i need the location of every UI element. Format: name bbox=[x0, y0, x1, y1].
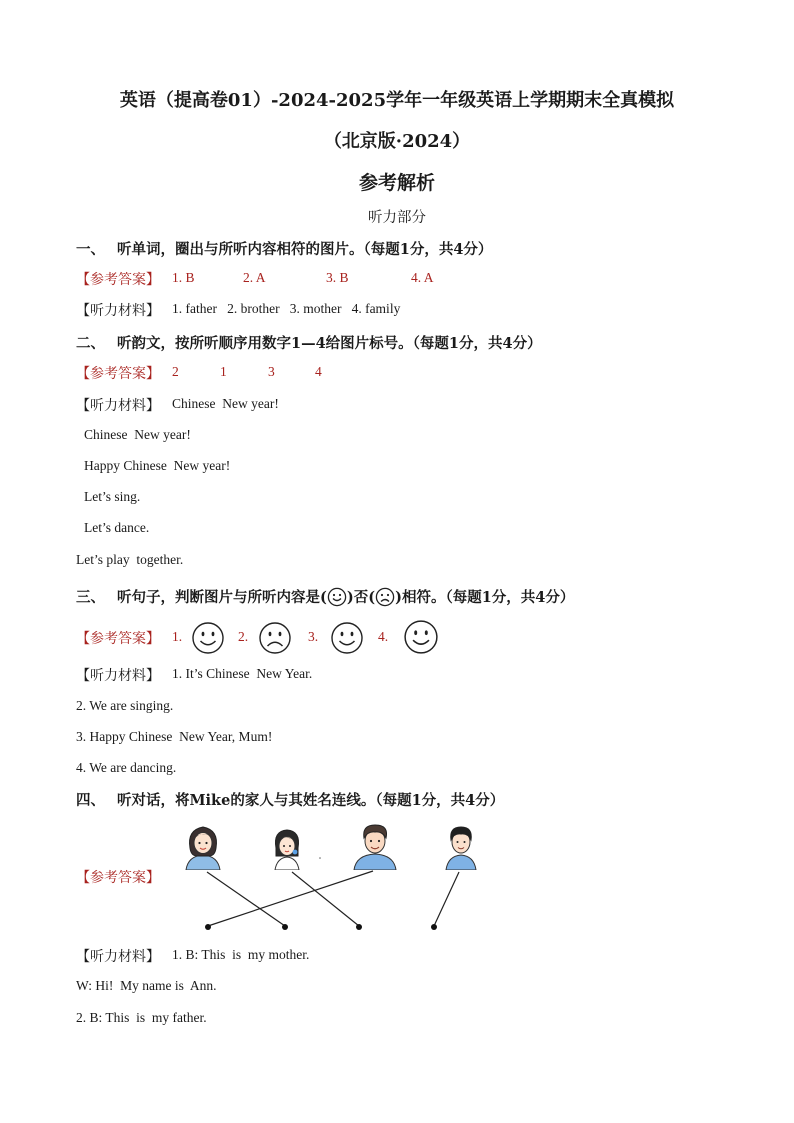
q1-instruction: 听单词，圈出与所听内容相符的图片。（每题1分，共4分） bbox=[117, 241, 493, 258]
q3-answer-num-4: 4. bbox=[378, 629, 389, 644]
match-dot bbox=[205, 924, 211, 930]
q2-answer-4: 4 bbox=[315, 364, 322, 379]
doc-subtitle: （北京版·2024） bbox=[323, 131, 471, 152]
q3-instruction-part-c: )相符。（每题1分，共4分） bbox=[395, 589, 575, 606]
q4-material-line: 2. B: This is my father. bbox=[76, 1010, 207, 1025]
q1-number: 一、 bbox=[76, 241, 105, 258]
q3-answer-num-1: 1. bbox=[172, 629, 183, 644]
q3-answer-tag: 【参考答案】 bbox=[76, 631, 160, 647]
q2-answer-2: 1 bbox=[220, 364, 227, 379]
q2-material-line: Let’s sing. bbox=[84, 489, 141, 504]
section-heading: 听力部分 bbox=[368, 210, 426, 226]
q4-material-line: W: Hi! My name is Ann. bbox=[76, 978, 217, 993]
q1-answer-4: 4. A bbox=[411, 270, 434, 285]
q3-answer-num-3: 3. bbox=[308, 629, 319, 644]
q2-material-line: Let’s dance. bbox=[84, 520, 150, 535]
q2-material-tag: 【听力材料】 bbox=[76, 398, 160, 414]
q2-material-line: Let’s play together. bbox=[76, 552, 184, 567]
q4-material-line: 1. B: This is my mother. bbox=[172, 947, 310, 962]
q2-number: 二、 bbox=[76, 335, 105, 352]
match-dot bbox=[356, 924, 362, 930]
q1-answer-1: 1. B bbox=[172, 270, 195, 285]
match-line bbox=[207, 872, 285, 926]
q1-material-tag: 【听力材料】 bbox=[76, 303, 160, 319]
q3-material-line: 1. It’s Chinese New Year. bbox=[172, 666, 313, 681]
q4-number: 四、 bbox=[76, 792, 105, 809]
match-dot bbox=[282, 924, 288, 930]
q2-material-line: Happy Chinese New year! bbox=[84, 458, 231, 473]
q4-instruction: 听对话，将Mike的家人与其姓名连线。（每题1分，共4分） bbox=[117, 792, 505, 809]
q2-material-line: Chinese New year! bbox=[172, 396, 279, 411]
q3-instruction-part-b: )否( bbox=[346, 589, 376, 606]
q3-material-line: 3. Happy Chinese New Year, Mum! bbox=[76, 729, 273, 744]
q3-material-line: 4. We are dancing. bbox=[76, 760, 177, 775]
q2-material-line: Chinese New year! bbox=[84, 427, 191, 442]
match-line bbox=[292, 872, 359, 926]
q4-material-tag: 【听力材料】 bbox=[76, 949, 160, 965]
q3-material-line: 2. We are singing. bbox=[76, 698, 174, 713]
q3-instruction-part-a: 听句子，判断图片与所听内容是( bbox=[117, 589, 327, 606]
q3-number: 三、 bbox=[76, 589, 105, 606]
q2-answer-tag: 【参考答案】 bbox=[76, 366, 160, 382]
q3-material-tag: 【听力材料】 bbox=[76, 668, 160, 684]
q2-answer-3: 3 bbox=[268, 364, 275, 379]
q3-answer-num-2: 2. bbox=[238, 629, 249, 644]
q1-answer-tag: 【参考答案】 bbox=[76, 272, 160, 288]
doc-heading: 参考解析 bbox=[358, 172, 435, 194]
q1-answer-3: 3. B bbox=[326, 270, 349, 285]
stray-dot bbox=[319, 857, 321, 859]
q1-answer-2: 2. A bbox=[243, 270, 266, 285]
match-line bbox=[434, 872, 459, 926]
q1-material-text: 1. father 2. brother 3. mother 4. family bbox=[172, 301, 401, 316]
match-dot bbox=[431, 924, 437, 930]
q2-instruction: 听韵文，按所听顺序用数字1—4给图片标号。（每题1分，共4分） bbox=[117, 335, 542, 352]
q4-answer-tag: 【参考答案】 bbox=[76, 870, 160, 886]
doc-title: 英语（提高卷01）-2024-2025学年一年级英语上学期期末全真模拟 bbox=[119, 90, 675, 111]
q2-answer-1: 2 bbox=[172, 364, 179, 379]
